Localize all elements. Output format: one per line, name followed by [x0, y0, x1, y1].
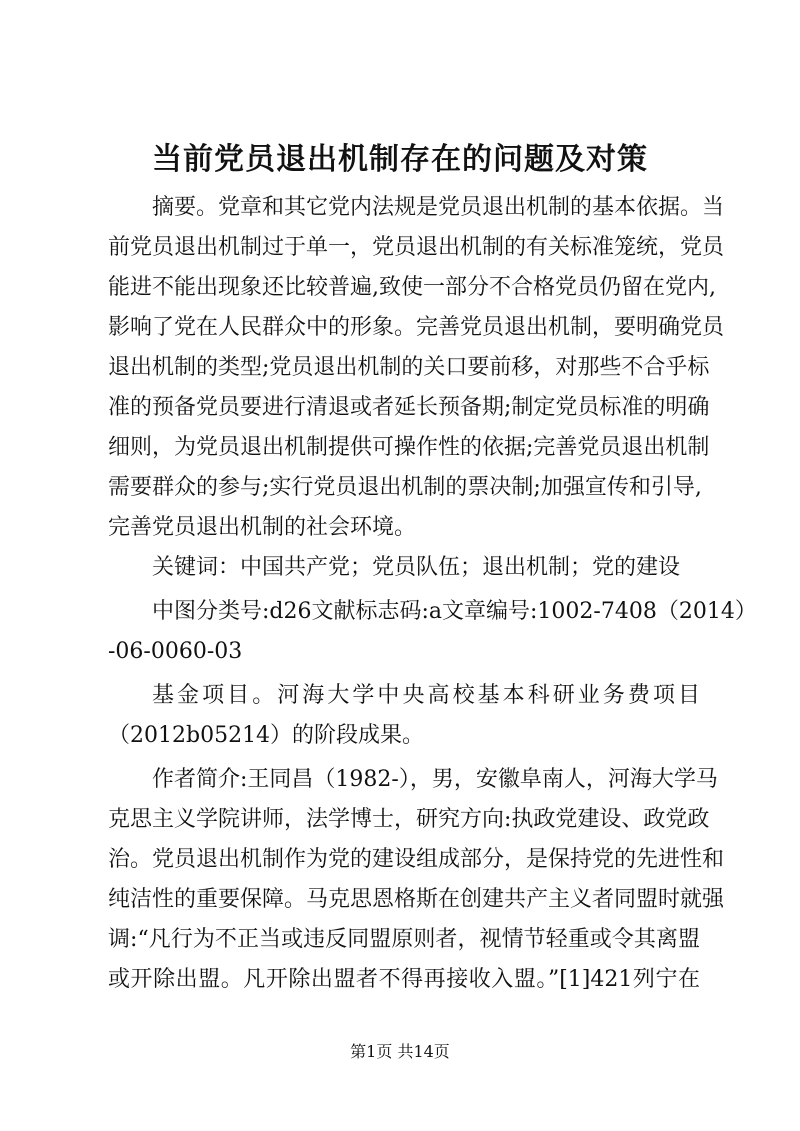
- text-line: 纯洁性的重要保障。马克思恩格斯在创建共产主义者同盟时就强: [108, 887, 725, 912]
- funding-line: 基金项目。河海大学中央高校基本科研业务费项目: [152, 683, 700, 708]
- text-line: 影响了党在人民群众中的形象。完善党员退出机制，要明确党员: [108, 315, 725, 340]
- text-line: 克思主义学院讲师，法学博士，研究方向:执政党建设、政党政: [108, 807, 710, 832]
- text-line: 作者简介:王同昌（1982-），男，安徽阜南人，河海大学马: [152, 767, 718, 792]
- classification-line: 中图分类号:d26文献标志码:a文章编号:1002-7408（2014）: [152, 599, 757, 624]
- text-line: 前党员退出机制过于单一，党员退出机制的有关标准笼统，党员: [108, 235, 725, 260]
- document-title: 当前党员退出机制存在的问题及对策: [152, 142, 648, 177]
- text-line: 摘要。党章和其它党内法规是党员退出机制的基本依据。当: [152, 195, 725, 220]
- text-line: 退出机制的类型;党员退出机制的关口要前移，对那些不合乎标: [108, 355, 710, 380]
- text-line: 需要群众的参与;实行党员退出机制的票决制;加强宣传和引导,: [108, 475, 702, 500]
- text-line: 准的预备党员要进行清退或者延长预备期;制定党员标准的明确: [108, 395, 710, 420]
- text-line: 调:“凡行为不正当或违反同盟原则者，视情节轻重或令其离盟: [108, 927, 700, 952]
- text-line: 能进不能出现象还比较普遍,致使一部分不合格党员仍留在党内,: [108, 275, 716, 300]
- text-line: 完善党员退出机制的社会环境。: [108, 515, 417, 540]
- classification-line: -06-0060-03: [108, 639, 243, 664]
- text-line: 治。党员退出机制作为党的建设组成部分，是保持党的先进性和: [108, 847, 725, 872]
- funding-line: （2012b05214）的阶段成果。: [108, 723, 425, 748]
- text-line: 或开除出盟。凡开除出盟者不得再接收入盟。”[1]421列宁在: [108, 967, 700, 992]
- text-line: 细则，为党员退出机制提供可操作性的依据;完善党员退出机制: [108, 435, 710, 460]
- keywords-line: 关键词：中国共产党；党员队伍；退出机制；党的建设: [152, 555, 681, 580]
- page-indicator: 第1页 共14页: [350, 1042, 450, 1061]
